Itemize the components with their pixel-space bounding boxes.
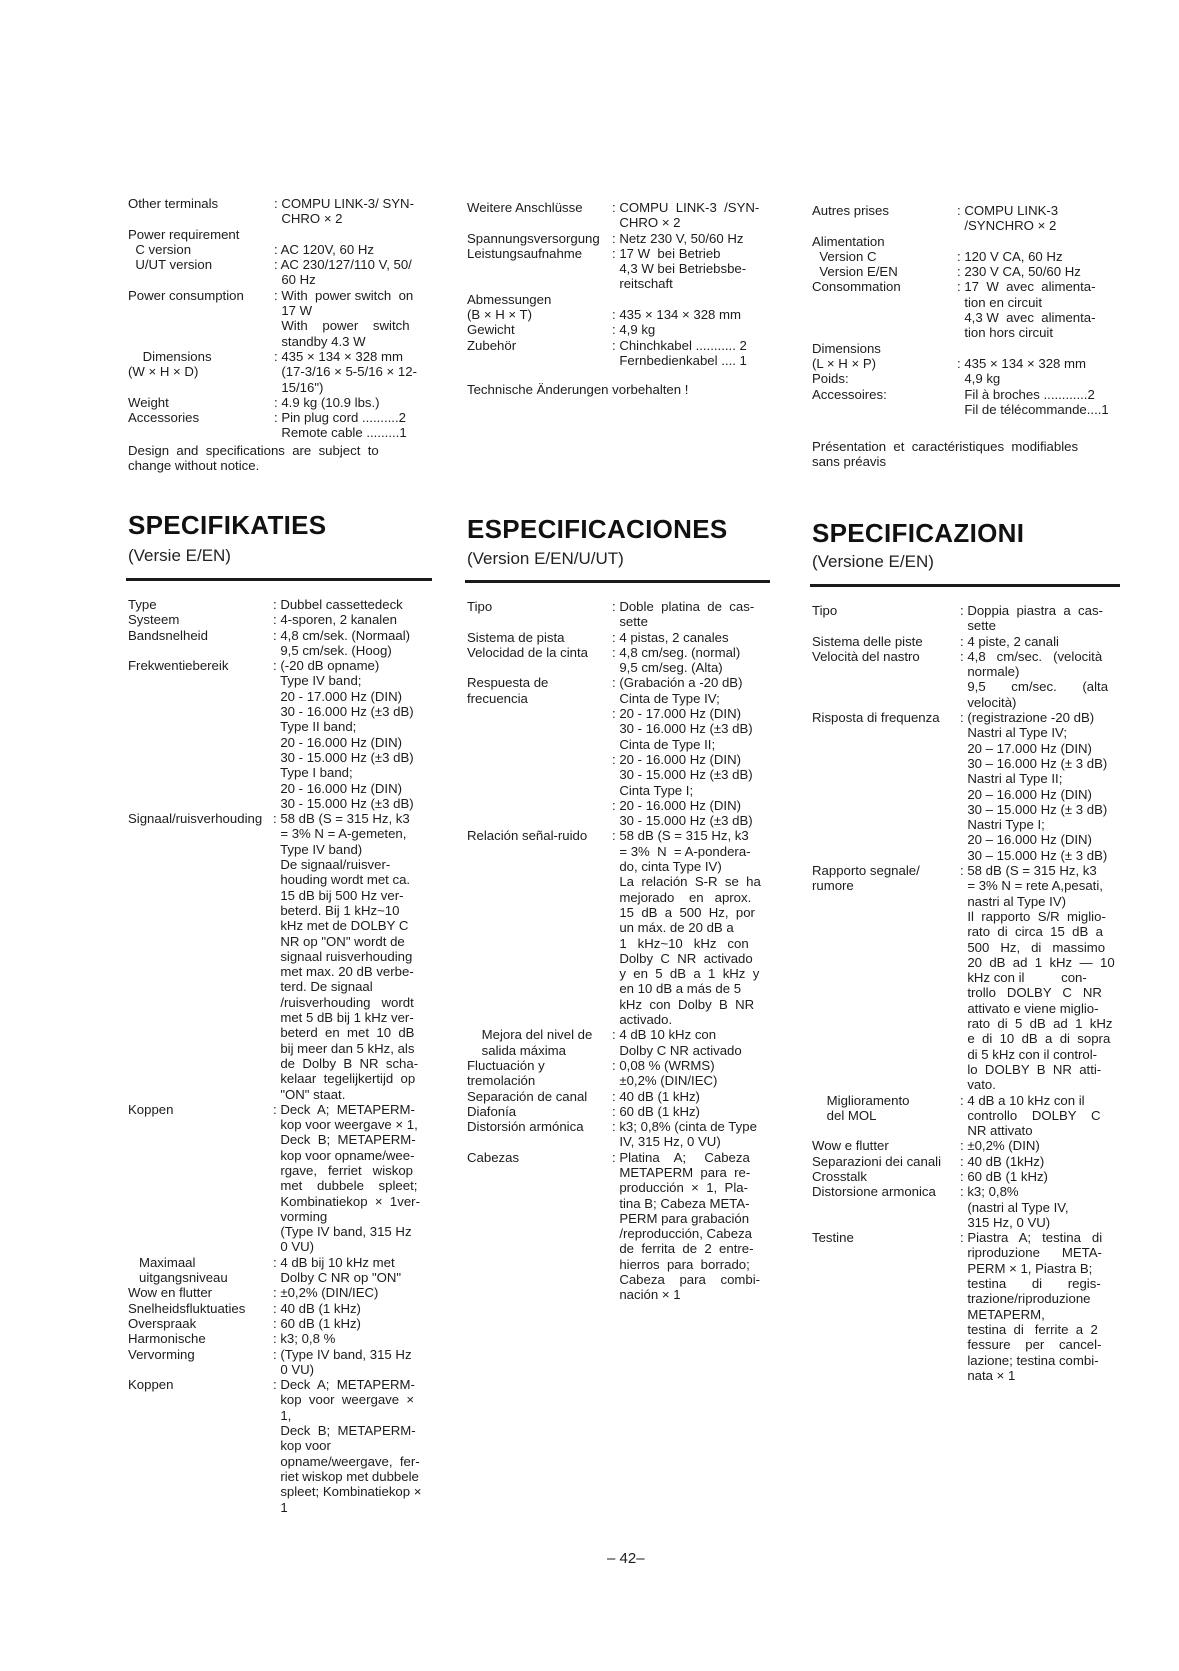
spec-label: Consommation [812, 279, 901, 295]
spec-row [128, 257, 438, 288]
spec-value [612, 292, 772, 307]
spec-value: : 4,8 cm/sec. (velocità normale) 9,5 cm/sec. (alta velocità) [960, 648, 1109, 710]
spec-row [812, 264, 1117, 279]
spanish-section-rule [465, 580, 770, 583]
spec-label: Sistema delle piste [812, 633, 923, 649]
spec-label: Leistungsaufnahme [467, 245, 583, 261]
spec-row [467, 338, 772, 369]
english-spec-list [128, 196, 438, 441]
spec-row [467, 1089, 775, 1104]
spec-label: Wow e flutter [812, 1138, 889, 1154]
spec-label: Dimensions [128, 348, 212, 364]
spec-row [467, 322, 772, 337]
spec-row [128, 349, 438, 364]
spec-label: Type [128, 597, 157, 612]
spec-value: : 17 W bei Betrieb 4,3 W bei Betriebsbe- reitschaft [612, 245, 747, 292]
spec-row [812, 634, 1122, 649]
spec-value: : Piastra A; testina di riproduzione META- PERM × 1, Piastra B; testina di regis- trazione/riproduzione METAPERM, testina di ferrite a 2 fessure per cancel- lazione; testina combi- nata × 1 [960, 1230, 1103, 1383]
italian-section-subtitle: (Versione E/EN) [812, 552, 934, 571]
french-spec-list [812, 203, 1117, 417]
spec-row [128, 395, 438, 410]
spec-label: Abmessungen [467, 291, 552, 307]
spec-label: Risposta di frequenza [812, 710, 940, 726]
spec-label: Rapporto segnale/ rumore [812, 863, 920, 894]
spec-label: Crosstalk [812, 1168, 867, 1184]
spec-label: Harmonische [128, 1331, 206, 1347]
spec-row [812, 1138, 1122, 1153]
spec-value: : 4 dB a 10 kHz con il controllo DOLBY C NR attivato [960, 1092, 1101, 1139]
spec-value: : 4 dB 10 kHz con Dolby C NR activado [612, 1027, 742, 1058]
spec-label: Signaal/ruisverhouding [128, 811, 263, 827]
spec-row [128, 1102, 440, 1255]
spec-value: : 4.9 kg (10.9 lbs.) [274, 394, 380, 410]
english-note: Design and specifications are subject to change without notice. [128, 442, 379, 474]
spec-label: Power consumption [128, 287, 244, 303]
spec-row [812, 341, 1117, 356]
spec-label: Overspraak [128, 1315, 197, 1331]
italian-spec-list [812, 603, 1122, 1383]
spec-row [812, 1154, 1122, 1169]
spec-label: Poids: [812, 371, 849, 387]
spec-row [812, 863, 1122, 1092]
dutch-specs [128, 597, 440, 1515]
spec-label: Version E/EN [812, 264, 898, 280]
spec-value: : COMPU LINK-3/ SYN- CHRO × 2 [274, 196, 414, 227]
spec-row [812, 710, 1122, 863]
spec-value: : 60 dB (1 kHz) [612, 1103, 700, 1119]
spec-value: : 120 V CA, 60 Hz [957, 248, 1063, 264]
spec-value: : Dubbel cassettedeck [273, 597, 403, 612]
spec-value: : (-20 dB opname) Type IV band; 20 - 17.000 Hz (DIN) 30 - 16.000 Hz (±3 dB) Type II band; 20 - 16.000 Hz (DIN) 30 - 15.000 Hz (±3 dB) Type I band; 20 - 16.000 Hz (DIN) 30 - 15.000 Hz (±3 dB) [273, 658, 414, 811]
spec-row [467, 645, 775, 676]
spec-label: Respuesta de frecuencia [467, 675, 549, 706]
spec-value: : 4 dB bij 10 kHz met Dolby C NR op "ON" [273, 1254, 402, 1286]
spec-label: Tipo [467, 599, 493, 614]
spec-value: : 435 × 134 × 328 mm [612, 307, 742, 323]
spec-row [467, 1150, 775, 1303]
spec-value: (17-3/16 × 5-5/16 × 12- 15/16") [281, 364, 417, 395]
spec-label: Cabezas [467, 1149, 520, 1165]
spec-value [957, 341, 1117, 356]
spec-row [128, 364, 438, 395]
spec-label: (W × H × D) [128, 364, 199, 380]
spec-row [128, 658, 440, 811]
spec-label: Gewicht [467, 322, 515, 338]
spec-row [467, 828, 775, 1027]
spec-row [128, 1377, 440, 1515]
spec-value: Fil à broches ............2 Fil de télécommande....1 [964, 386, 1109, 417]
spec-value: : (registrazione -20 dB) Nastri al Type IV; 20 – 17.000 Hz (DIN) 30 – 16.000 Hz (± 3 dB) Nastri al Type II; 20 – 16.000 Hz (DIN) 30 – 15.000 Hz (± 3 dB) Nastri Type I; 20 – 16.000 Hz (DIN) 30 – 15.000 Hz (± 3 dB) [960, 710, 1108, 863]
spec-value: : 40 dB (1kHz) [960, 1153, 1045, 1169]
spec-label: Miglioramento del MOL [826, 1092, 910, 1123]
spec-value [957, 234, 1117, 249]
spec-value: : AC 230/127/110 V, 50/ 60 Hz [274, 257, 412, 288]
spec-row [812, 249, 1117, 264]
spec-value: : 4 pistas, 2 canales [612, 629, 729, 645]
spec-row [128, 242, 438, 257]
italian-section-rule [810, 584, 1120, 587]
spec-label: (L × H × P) [812, 355, 877, 371]
spec-value: : 60 dB (1 kHz) [960, 1168, 1048, 1184]
dutch-section-subtitle: (Versie E/EN) [128, 546, 231, 565]
spec-row [128, 628, 440, 659]
spec-value: : 58 dB (S = 315 Hz, k3 = 3% N = rete A,pesati, nastri al Type IV) Il rapporto S/R miglio- rato di circa 15 dB a 500 Hz, di massimo 20 dB ad 1 kHz — 10 kHz con il con- trollo DOLBY C NR attivato e viene miglio- rato di 5 dB ad 1 kHz e di 10 dB a di sopra di 5 kHz con il control- lo DOLBY B NR atti- vato. [960, 863, 1115, 1093]
spec-value: : 4,8 cm/sek. (Normaal) 9,5 cm/sek. (Hoog) [273, 627, 411, 658]
spec-value: : k3; 0,8 % [273, 1331, 336, 1347]
german-spec-list [467, 200, 772, 368]
spec-row [128, 410, 438, 441]
spec-row [128, 811, 440, 1102]
spec-value: : (Type IV band, 315 Hz 0 VU) [273, 1346, 412, 1377]
spec-label: Separazioni dei canali [812, 1153, 942, 1169]
spec-label: Weight [128, 394, 169, 410]
spec-value: : (Grabación a -20 dB) Cinta de Type IV; : 20 - 17.000 Hz (DIN) 30 - 16.000 Hz (±3 dB) Cinta de Type II; : 20 - 16.000 Hz (DIN) 30 - 15.000 Hz (±3 dB) Cinta Type I; : 20 - 16.000 Hz (DIN) 30 - 15.000 Hz (±3 dB) [612, 675, 753, 829]
spec-row [128, 288, 438, 349]
spec-row [128, 1331, 440, 1346]
spec-label: Dimensions [812, 340, 881, 356]
spec-value: : k3; 0,8% (nastri al Type IV, 315 Hz, 0 VU) [960, 1184, 1069, 1230]
spec-row [812, 279, 1117, 340]
dutch-section-title: SPECIFIKATIES [128, 510, 327, 540]
spec-label: Zubehör [467, 337, 517, 353]
spec-value: : Deck A; METAPERM- kop voor weergave × 1, Deck B; METAPERM- kop voor opname/wee- rgave, ferriet wiskop met dubbele spleet; Kombinatiekop × 1ver- vorming (Type IV band, 315 Hz 0 VU) [273, 1101, 420, 1255]
spec-row [812, 387, 1117, 418]
spec-row [812, 1230, 1122, 1383]
spec-value: : 435 × 134 × 328 mm [274, 348, 404, 364]
spec-row [467, 292, 772, 307]
spec-label: Wow en flutter [128, 1285, 213, 1301]
spec-label: Accessoires: [812, 386, 887, 402]
spec-value: : 60 dB (1 kHz) [273, 1315, 361, 1331]
spec-label: Maximaal uitgangsniveau [138, 1254, 228, 1286]
spec-row [812, 356, 1117, 371]
spec-value: : 40 dB (1 kHz) [612, 1088, 700, 1104]
spec-row [812, 1169, 1122, 1184]
spec-label: Accessories [128, 410, 200, 426]
spec-label: Autres prises [812, 203, 889, 218]
spec-row [467, 630, 775, 645]
spec-value: : Pin plug cord ..........2 Remote cable .........1 [274, 410, 407, 441]
spec-value: : With power switch on 17 W With power switch standby 4.3 W [274, 287, 414, 349]
spec-value: : AC 120V, 60 Hz [274, 241, 374, 257]
spec-label: Fluctuación y tremolación [467, 1057, 545, 1089]
spec-row [128, 227, 438, 242]
spanish-spec-list [467, 599, 775, 1303]
spec-value: : COMPU LINK-3 /SYNCHRO × 2 [957, 203, 1059, 234]
spec-label: (B × H × T) [467, 307, 532, 323]
spec-row [467, 231, 772, 246]
page-number: – 42– [607, 1550, 645, 1567]
spec-row [128, 1301, 440, 1316]
spec-label: Snelheidsfluktuaties [128, 1300, 246, 1316]
german-note: Technische Änderungen vorbehalten ! [467, 382, 689, 398]
dutch-spec-list [128, 597, 440, 1515]
spec-value: 4,9 kg [957, 371, 1001, 387]
spec-label: Spannungsversorgung [467, 230, 600, 246]
spec-label: Version C [812, 248, 877, 264]
spec-label: Sistema de pista [467, 629, 565, 645]
spec-row [128, 612, 440, 627]
spanish-specs [467, 599, 775, 1303]
english-specs [128, 196, 438, 473]
spec-row [812, 649, 1122, 710]
spec-value: : 40 dB (1 kHz) [273, 1300, 361, 1316]
spec-label: Alimentation [812, 233, 885, 249]
spec-label: Koppen [128, 1377, 174, 1393]
spec-value: : Platina A; Cabeza METAPERM para re- producción × 1, Pla- tina B; Cabeza META- PERM para grabación /reproducción, Cabeza de ferrita de 2 entre- hierros para borrado; Cabeza para combi- nación × 1 [612, 1149, 761, 1303]
spec-value: : COMPU LINK-3 /SYN- CHRO × 2 [612, 200, 760, 231]
spec-row [467, 1058, 775, 1089]
spec-label: Relación señal-ruido [467, 828, 588, 844]
spec-value: : 17 W avec alimenta- tion en circuit 4,3 W avec alimenta- tion hors circuit [957, 279, 1096, 341]
spec-value: : ±0,2% (DIN/IEC) [273, 1285, 379, 1301]
spec-label: Power requirement [128, 226, 240, 242]
dutch-section-rule [126, 578, 432, 581]
spec-row [812, 234, 1117, 249]
spec-row [467, 1104, 775, 1119]
italian-section-title: SPECIFICAZIONI [812, 518, 1025, 548]
french-specs [812, 203, 1117, 470]
spec-label: Velocidad de la cinta [467, 644, 588, 660]
spec-row [467, 1119, 775, 1150]
spec-label: C version [128, 241, 192, 257]
spec-row [812, 1184, 1122, 1230]
spec-label: Bandsnelheid [128, 627, 208, 643]
spec-row [467, 1027, 775, 1058]
spec-value: : Doppia piastra a cas- sette [960, 603, 1103, 634]
spec-row [467, 307, 772, 322]
spec-value: : 4,8 cm/seg. (normal) 9,5 cm/seg. (Alta) [612, 644, 741, 676]
spec-value: : Chinchkabel ........... 2 Fernbedienkabel .... 1 [612, 337, 747, 368]
spec-value: : 4,9 kg [612, 322, 656, 338]
spec-row [467, 675, 775, 828]
german-specs [467, 200, 772, 398]
spec-value: : 4 piste, 2 canali [960, 633, 1059, 649]
spec-row [812, 603, 1122, 634]
spec-value: : Netz 230 V, 50/60 Hz [612, 230, 744, 246]
spec-label: Koppen [128, 1101, 174, 1117]
spec-value: : 4-sporen, 2 kanalen [273, 612, 397, 628]
spec-row [812, 371, 1117, 386]
spec-value: : ±0,2% (DIN) [960, 1138, 1040, 1154]
spec-label: Systeem [128, 612, 180, 628]
spec-label: Tipo [812, 603, 838, 618]
spec-value [274, 227, 438, 242]
spanish-section-subtitle: (Version E/EN/U/UT) [467, 549, 624, 568]
spec-label: U/UT version [128, 257, 213, 273]
spec-value: : 230 V CA, 50/60 Hz [957, 264, 1081, 280]
spec-row [467, 599, 775, 630]
spec-value: : 58 dB (S = 315 Hz, k3 = 3% N = A-pondera- do, cinta Type IV) La relación S-R se ha mejorado en aprox. 15 dB a 500 Hz, por un máx. de 20 dB a 1 kHz~10 kHz con Dolby C NR activado y en 5 dB a 1 kHz y en 10 dB a más de 5 kHz con Dolby B NR activado. [612, 828, 761, 1028]
spec-row [128, 1316, 440, 1331]
spec-value: : Doble platina de cas- sette [612, 599, 755, 630]
spec-row [812, 203, 1117, 234]
spec-row [467, 200, 772, 231]
french-note: Présentation et caractéristiques modifiables sans préavis [812, 439, 1079, 470]
spec-label: Mejora del nivel de salida máxima [481, 1027, 593, 1058]
spec-value: : 0,08 % (WRMS) ±0,2% (DIN/IEC) [612, 1057, 718, 1089]
spec-row [128, 1255, 440, 1286]
spec-value: : Deck A; METAPERM- kop voor weergave × 1, Deck B; METAPERM- kop voor opname/weergave, fer- riet wiskop met dubbele spleet; Kombinatiekop × 1 [273, 1377, 422, 1515]
spec-label: Diafonía [467, 1103, 517, 1119]
spec-value: : 435 × 134 × 328 mm [957, 355, 1087, 371]
spec-label: Other terminals [128, 196, 219, 211]
spec-value: : 58 dB (S = 315 Hz, k3 = 3% N = A-gemeten, Type IV band) De signaal/ruisver- houding wordt met ca. 15 dB bij 500 Hz ver- beterd. Bij 1 kHz~10 kHz met de DOLBY C NR op "ON" wordt de signaal ruisverhouding met max. 20 dB verbe- terd. De signaal /ruisverhouding wordt met 5 dB bij 1 kHz ver- beterd en met 10 dB bij meer dan 5 kHz, als de Dolby B NR scha- kelaar tegelijkertijd op "ON" staat. [273, 811, 419, 1102]
spec-label: Frekwentiebereik [128, 658, 229, 674]
spec-row [128, 1285, 440, 1300]
spec-label: Velocità del nastro [812, 648, 920, 664]
italian-specs [812, 603, 1122, 1383]
spec-row [467, 246, 772, 292]
spec-row [128, 196, 438, 227]
spec-label: Distorsión armónica [467, 1119, 584, 1135]
spec-label: Distorsione armonica [812, 1184, 936, 1200]
spec-label: Separación de canal [467, 1088, 588, 1104]
spec-label: Weitere Anschlüsse [467, 200, 583, 215]
spec-label: Vervorming [128, 1346, 195, 1362]
spanish-section-title: ESPECIFICACIONES [467, 514, 728, 544]
spec-row [128, 597, 440, 612]
spec-row [128, 1347, 440, 1378]
spec-value: : k3; 0,8% (cinta de Type IV, 315 Hz, 0 VU) [612, 1119, 757, 1150]
spec-label: Testine [812, 1230, 854, 1246]
spec-row [812, 1093, 1122, 1139]
